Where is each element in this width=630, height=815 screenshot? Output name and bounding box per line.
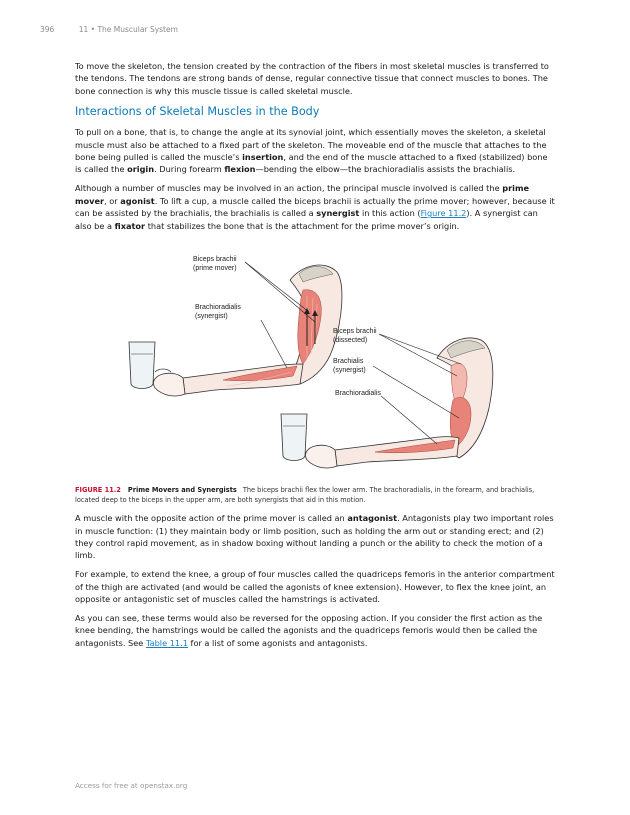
paragraph-insertion-origin [75,126,555,176]
paragraph-tendons: To move the skeleton, the tension created by the contraction of the fibers in most skeletal muscles is transferred to the tendons. The tendons are strong bands of dense, regular connective tissue that connect muscles to bones. The bone connection is why this muscle tissue is called skeletal muscle. [75,61,549,96]
term-agonist: agonist [120,195,155,206]
label-brachioradialis-synergist-2: (synergist) [195,313,228,321]
label-brachialis-synergist-2: (synergist) [333,367,366,375]
figure-number: FIGURE 11.2 [75,486,121,495]
figure-caption [75,486,555,505]
label-biceps-prime-mover-2: (prime mover) [193,265,237,273]
figure-prime-movers [75,238,555,486]
text-run: —bending the elbow—the brachioradialis assists the brachialis. [255,164,516,175]
paragraph-quadriceps: For example, to extend the knee, a group of four muscles called the quadriceps femoris in the anterior compartment of the thigh are activated (and would be called the agonists of knee extension). However, to flex the knee joint, an opposite or antagonistic set of muscles called the hamstrings is activated. [75,569,555,605]
figure-title: Prime Movers and Synergists [127,486,237,495]
caption-text: The biceps brachii flex the lower arm. The brachoradialis, in the forearm, and brachialis, located deep to the biceps in the upper arm, are both synergists that aid in this motion. [75,486,535,505]
left-arm-drawing [129,265,342,396]
text-run: ). A synergist can also be a [75,208,538,231]
term-insertion: insertion [242,152,284,163]
page-number: 396 [40,25,55,34]
arm-illustration [75,238,555,486]
label-brachioradialis-synergist-1: Brachioradialis [195,304,241,312]
chapter-title: 11 • The Muscular System [78,25,178,34]
term-flexion: flexion [224,164,256,175]
text-run: . Antagonists play two important roles in muscle function: (1) they maintain body or limb position, such as holding the arm out or standing erect; and (2) they control rapid movement, as in shadow boxing without landing a punch or the ability to check the motion of a limb. [75,513,554,561]
text-run: Although a number of muscles may be involved in an action, the principal muscle involved is called the [75,183,503,194]
text-run: A muscle with the opposite action of the prime mover is called an [75,513,348,524]
figure-11-2-link[interactable]: Figure 11.2 [420,208,467,219]
text-run: for a list of some agonists and antagonists. [187,637,368,648]
running-header [40,25,178,34]
label-biceps-prime-mover-1: Biceps brachii [193,256,237,264]
text-run: . During forearm [154,164,225,175]
leader-lines [245,262,461,444]
paragraph-antagonist [75,512,555,562]
label-brachioradialis: Brachioradialis [335,390,381,398]
page-footer: Access for free at openstax.org [75,781,188,790]
label-brachialis-synergist-1: Brachialis [333,358,364,366]
term-synergist: synergist [316,208,360,219]
text-run: that stabilizes the bone that is the attachment for the prime mover’s origin. [145,220,460,231]
paragraph-prime-mover [75,182,555,232]
page-content [75,60,555,656]
text-run: To pull on a bone, that is, to change the angle at its synovial joint, which essentially moves the skeleton, a skeletal muscle must also be attached to a fixed part of the skeleton. The moveable end of the muscle that attaches to the bone being pulled is called the muscle’s [75,127,547,163]
text-run: in this action ( [359,208,421,219]
text-run: . To lift a cup, a muscle called the biceps brachii is actually the prime mover; however, because it can be assisted by the brachialis, the brachialis is called a [75,195,555,219]
text-run: , and the end of the muscle attached to a fixed (stabilized) bone is called the [75,152,548,175]
section-heading: Interactions of Skeletal Muscles in the Body [75,105,320,119]
term-prime-mover: prime mover [75,183,530,206]
text-run: As you can see, these terms would also be reversed for the opposing action. If you consider the first action as the knee bending, the hamstrings would be called the agonists and the quadriceps femoris would then be called the antagonists. See [75,613,543,648]
label-biceps-dissected-2: (dissected) [333,337,368,345]
label-biceps-dissected-1: Biceps brachii [333,328,377,336]
term-origin: origin [127,164,155,175]
term-antagonist: antagonist [347,513,398,524]
paragraph-reversed-action [75,612,555,649]
term-fixator: fixator [114,220,146,231]
text-run: , or [104,195,121,206]
table-11-1-link[interactable]: Table 11.1 [145,637,188,648]
